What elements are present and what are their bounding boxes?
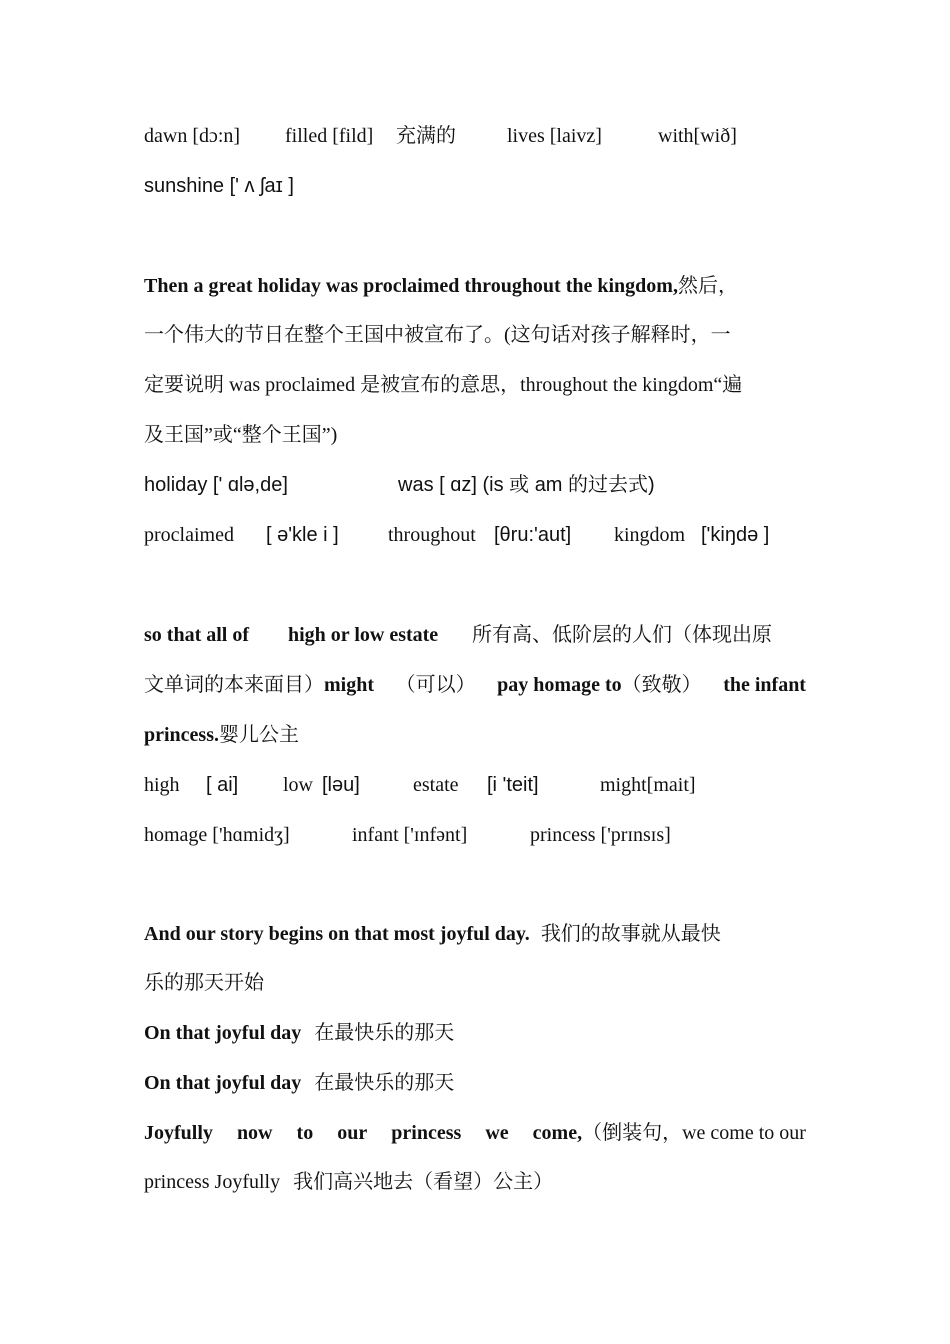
para2-w1: so that all of	[144, 624, 249, 646]
word-holiday: holiday [' ɑlə,de]	[144, 474, 288, 496]
word-filled-cn: 充满的	[396, 125, 456, 147]
para2-line2	[144, 672, 806, 698]
word-kingdom: kingdom	[614, 524, 686, 546]
para3-line2: 乐的那天开始	[144, 972, 264, 994]
para3-word: we	[485, 1122, 509, 1144]
para3-word: Joyfully	[144, 1122, 213, 1144]
para3-line4-cn: 在最快乐的那天	[314, 1072, 455, 1094]
para1-sentence: Then a great holiday was proclaimed throughout the kingdom,	[144, 275, 678, 297]
word-kingdom-ipa: ['kiŋdə ]	[701, 524, 770, 546]
para1-line3: 定要说明 was proclaimed 是被宣布的意思，throughout the kingdom“遍	[144, 374, 743, 396]
word-was: was [ ɑz] (is 或 am 的过去式)	[398, 474, 655, 496]
word-low-ipa: [ləu]	[322, 774, 360, 796]
para2-cn4: （致敬）	[621, 674, 702, 696]
para2-w2: high or low estate	[288, 624, 439, 646]
para2-cn3: （可以）	[395, 674, 476, 696]
word-homage: homage ['hɑmidʒ]	[144, 824, 290, 846]
word-low: low	[283, 774, 313, 796]
word-estate: estate	[413, 774, 459, 796]
para3-word: now	[236, 1122, 273, 1144]
para3-line3-cn: 在最快乐的那天	[314, 1022, 455, 1044]
para3-line5-cn: （倒装句，we come to our	[582, 1122, 806, 1144]
word-estate-ipa: [i 'teit]	[487, 774, 539, 796]
para3-line4-en: On that joyful day	[144, 1072, 302, 1094]
para2-cn5: 婴儿公主	[219, 724, 299, 746]
para3-line6-cn: 我们高兴地去（看望）公主）	[293, 1171, 554, 1193]
para1-cn1: 然后，	[677, 275, 738, 297]
word-high: high	[144, 774, 180, 796]
para1-line2: 一个伟大的节日在整个王国中被宣布了。(这句话对孩子解释时，一	[144, 324, 731, 346]
para3-line4	[144, 1070, 454, 1096]
para3-cn1: 我们的故事就从最快	[540, 923, 721, 945]
para2-pay: pay homage to	[497, 674, 622, 696]
word-lives: lives [laivz]	[507, 125, 602, 147]
word-princess: princess ['prɪnsɪs]	[530, 824, 671, 846]
word-sunshine: sunshine [' ʌ ʃaɪ ]	[144, 175, 294, 197]
para3-line5	[144, 1120, 806, 1146]
para3-line1	[144, 921, 721, 947]
word-high-ipa: [ ai]	[206, 774, 239, 796]
para3-word: our	[337, 1122, 368, 1144]
para3-line6-en: princess Joyfully	[144, 1171, 281, 1193]
para3-line6	[144, 1169, 553, 1195]
word-proclaimed: proclaimed	[144, 524, 234, 546]
para3-sentence: And our story begins on that most joyful day.	[144, 923, 530, 945]
para2-cn2: 文单词的本来面目）	[144, 674, 324, 696]
para2-princess: princess.	[144, 724, 219, 746]
word-throughout-ipa: [θru:'aut]	[494, 524, 572, 546]
para2-cn1: 所有高、低阶层的人们（体现出原	[472, 624, 772, 646]
word-infant: infant ['ɪnfənt]	[352, 824, 468, 846]
para3-line3	[144, 1020, 454, 1046]
word-might: might[mait]	[600, 774, 696, 796]
para3-word: princess	[391, 1122, 462, 1144]
word-with: with[wið]	[658, 125, 737, 147]
word-throughout: throughout	[388, 524, 476, 546]
para1-line4: 及王国”或“整个王国”)	[144, 424, 338, 446]
para2-infant: the infant	[723, 674, 806, 696]
para3-word: come,	[532, 1122, 583, 1144]
para2-might: might	[324, 674, 374, 696]
word-dawn: dawn [dɔ:n]	[144, 125, 241, 147]
para3-line3-en: On that joyful day	[144, 1022, 302, 1044]
para3-word: to	[296, 1122, 314, 1144]
para1-line1	[144, 273, 738, 299]
para2-line3	[144, 722, 299, 748]
word-filled: filled [fild]	[285, 125, 374, 147]
word-proclaimed-ipa: [ ə'kle i ]	[266, 524, 339, 546]
